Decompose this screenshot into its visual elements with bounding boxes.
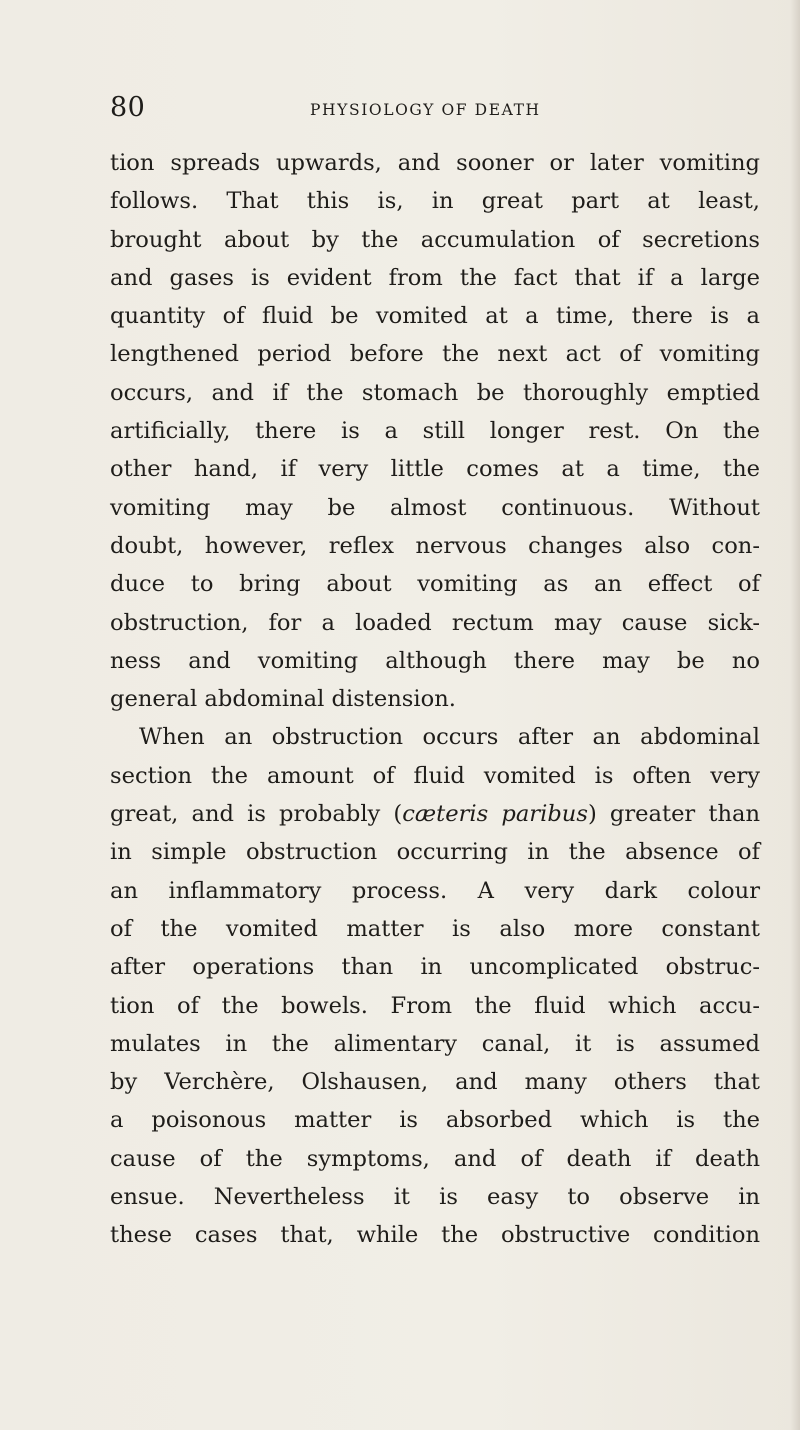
text-line: follows. That this is, in great part at least,	[110, 188, 760, 215]
paragraph-end-line: general abdominal distension.	[110, 686, 456, 713]
text-line: in simple obstruction occurring in the absence of	[110, 839, 760, 866]
italic-phrase: cæteris paribus	[402, 801, 588, 828]
page-number: 80	[110, 92, 146, 123]
text-line: obstruction, for a loaded rectum may cause sick-	[110, 609, 760, 636]
text-line: vomiting may be almost continuous. Without	[110, 494, 760, 521]
text-segment: great, and is probably (	[110, 801, 403, 828]
text-line: tion spreads upwards, and sooner or later vomiting	[110, 150, 760, 176]
text-line: after operations than in uncomplicated obstruc-	[110, 954, 760, 981]
text-line: ensue. Nevertheless it is easy to observe in	[110, 1184, 760, 1211]
text-line: doubt, however, reflex nervous changes also con-	[110, 532, 760, 559]
text-line: duce to bring about vomiting as an effect of	[110, 571, 760, 598]
text-line: brought about by the accumulation of secretions	[110, 226, 760, 253]
text-line-with-italic	[110, 795, 760, 833]
running-title: PHYSIOLOGY OF DEATH	[310, 101, 541, 119]
text-line: lengthened period before the next act of vomiting	[110, 341, 760, 368]
text-line: other hand, if very little comes at a time, the	[110, 456, 760, 483]
text-line: by Verchère, Olshausen, and many others that	[110, 1069, 760, 1096]
text-line: these cases that, while the obstructive condition	[110, 1222, 760, 1249]
text-line: a poisonous matter is absorbed which is the	[110, 1107, 760, 1134]
text-line: section the amount of fluid vomited is often very	[110, 762, 760, 789]
body-text	[110, 144, 760, 1255]
text-line: mulates in the alimentary canal, it is assumed	[110, 1030, 760, 1057]
text-line: and gases is evident from the fact that if a large	[110, 264, 760, 291]
page-edge-shadow	[790, 0, 800, 1430]
text-line: of the vomited matter is also more constant	[110, 915, 760, 942]
text-line: an inflammatory process. A very dark colour	[110, 877, 760, 904]
text-line: cause of the symptoms, and of death if death	[110, 1145, 760, 1172]
text-line: quantity of fluid be vomited at a time, there is a	[110, 303, 760, 330]
page-header	[0, 92, 800, 132]
text-line: tion of the bowels. From the fluid which accu-	[110, 992, 760, 1019]
text-segment: ) greater than	[587, 801, 761, 828]
text-line: artificially, there is a still longer rest. On the	[110, 418, 760, 445]
text-line: ness and vomiting although there may be no	[110, 647, 760, 674]
paragraph-start-line: When an obstruction occurs after an abdominal	[139, 724, 760, 751]
text-line: occurs, and if the stomach be thoroughly emptied	[110, 379, 760, 406]
